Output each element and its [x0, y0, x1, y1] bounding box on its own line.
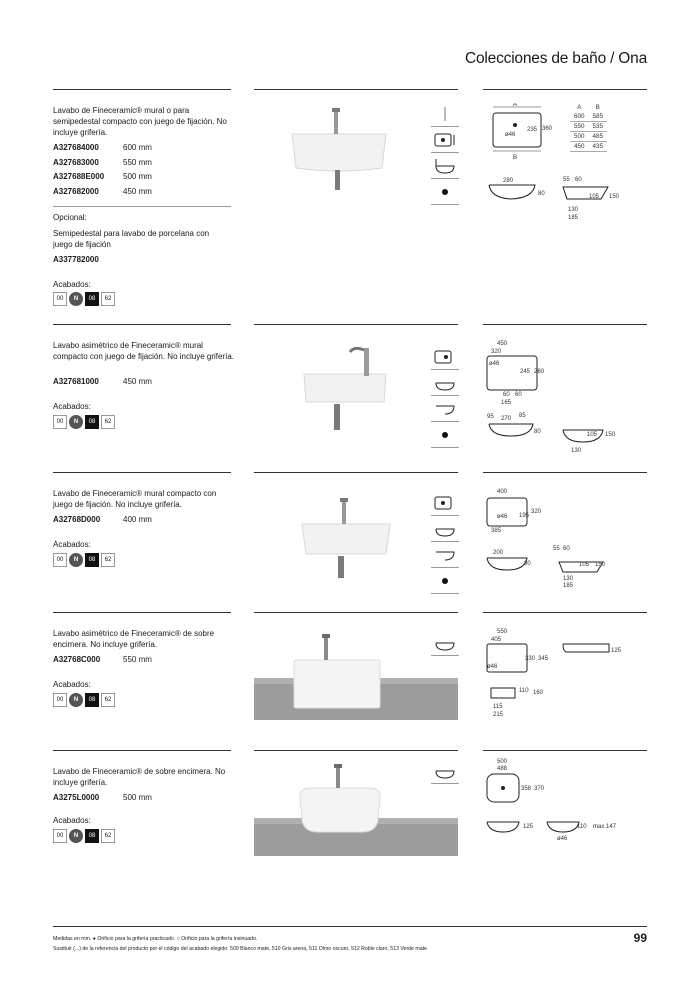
- finishes-label: Acabados:: [53, 402, 91, 411]
- dim-label: 330: [525, 656, 536, 662]
- technical-drawing: [483, 756, 647, 876]
- dim-label: ø46: [557, 836, 568, 842]
- finish-swatch: 00: [53, 415, 67, 429]
- product-codes: [53, 513, 152, 528]
- optional-label: Opcional:: [53, 213, 87, 222]
- dim-label: 488: [497, 766, 508, 772]
- finishes-label: Acabados:: [53, 816, 91, 825]
- dim-label: 160: [533, 690, 544, 696]
- dim-label: 85: [519, 413, 526, 419]
- dim-label: 55: [563, 177, 570, 183]
- dim-label: ø46: [489, 361, 500, 367]
- dim-label: ø46: [497, 514, 508, 520]
- dim-label: 130: [571, 448, 582, 454]
- technical-drawing: [483, 103, 647, 223]
- product-code-row: A327682000 450 mm: [53, 186, 152, 196]
- dim-label: 150: [609, 194, 620, 200]
- dim-label: 320: [531, 509, 542, 515]
- product-code-row: A327681000 450 mm: [53, 377, 152, 386]
- dim-label: 245: [520, 369, 531, 375]
- product-photo: [254, 336, 458, 436]
- dim-label: 95: [487, 414, 494, 420]
- product-section-4: [53, 612, 647, 747]
- optional-description: Semipedestal para lavabo de porcelana con juego de fijación: [53, 229, 210, 249]
- icon-column: [431, 490, 459, 594]
- dim-label: B: [513, 155, 518, 161]
- product-photo: [254, 624, 458, 720]
- dim-label: 550: [497, 629, 508, 635]
- dim-label: 130: [568, 207, 579, 213]
- dim-label: 60: [515, 392, 522, 398]
- dim-label: A: [513, 103, 518, 108]
- finish-swatch: 08: [85, 553, 99, 567]
- finish-swatch: 62: [101, 292, 115, 306]
- dim-label: 195: [519, 513, 530, 519]
- dim-label: 500: [497, 759, 508, 765]
- page-footer: [53, 926, 647, 966]
- dim-label: 130: [563, 576, 574, 582]
- dim-label: 235: [527, 127, 538, 133]
- dim-label: 185: [563, 583, 574, 589]
- hole-drilled-icon: [440, 187, 450, 197]
- dim-label: ø46: [505, 132, 516, 138]
- faucet-icon: [439, 105, 451, 123]
- product-section-1: [53, 89, 647, 319]
- technical-drawing: [483, 486, 647, 606]
- product-description: Lavabo asimétrico de Fineceramic® de sobre encimera. No incluye grifería.: [53, 629, 215, 649]
- wall-mount-icon: [434, 400, 456, 418]
- hole-drilled-icon: [440, 430, 450, 440]
- product-codes: [53, 141, 152, 199]
- icon-column: [431, 101, 459, 205]
- finish-swatches: [53, 292, 115, 306]
- finish-swatch: 62: [101, 693, 115, 707]
- finish-swatch: 08: [85, 693, 99, 707]
- finish-swatch: N: [69, 292, 83, 306]
- dim-label: 125: [611, 648, 622, 654]
- dim-label: 280: [503, 178, 514, 184]
- optional-code: A337782000: [53, 255, 99, 264]
- dim-label: 80: [524, 561, 531, 567]
- dim-label: 370: [534, 786, 545, 792]
- dim-label: 345: [538, 656, 549, 662]
- dim-label: 200: [493, 550, 504, 556]
- dim-label: 60: [563, 546, 570, 552]
- finish-swatch: N: [69, 829, 83, 843]
- dim-label: 270: [501, 416, 512, 422]
- dim-label: max.147: [593, 824, 617, 830]
- product-code-row: A3275L0000 500 mm: [53, 793, 152, 802]
- icon-column: [431, 344, 459, 448]
- dim-label: 165: [501, 400, 512, 406]
- finish-swatch: 08: [85, 415, 99, 429]
- dim-label: 105: [579, 562, 590, 568]
- dim-label: 358: [521, 786, 532, 792]
- finish-swatch: 00: [53, 829, 67, 843]
- product-section-3: [53, 472, 647, 607]
- product-codes: [53, 791, 152, 806]
- product-code-row: A327684000 600 mm: [53, 143, 152, 152]
- dim-label: 110: [577, 824, 587, 830]
- technical-drawing: [483, 626, 647, 746]
- dim-label: ø46: [487, 664, 498, 670]
- product-description: Lavabo de Fineceramic® mural o para semipedestal compacto con juego de fijación. No incluye grifería.: [53, 106, 227, 137]
- finish-swatch: 62: [101, 553, 115, 567]
- dim-label: 150: [605, 432, 616, 438]
- finish-swatch: 00: [53, 553, 67, 567]
- countertop-icon: [434, 157, 456, 175]
- product-section-2: [53, 324, 647, 464]
- product-code-row: A32768D000 400 mm: [53, 515, 152, 524]
- finish-swatch: 00: [53, 292, 67, 306]
- finish-swatches: [53, 693, 115, 707]
- sink-top-icon: [434, 349, 456, 365]
- finish-swatch: N: [69, 553, 83, 567]
- finish-swatch: 00: [53, 693, 67, 707]
- footer-legend: Medidas en mm. ● Orificio para la grifería practicado. ○ Orificio para la grifería insinuado.: [53, 936, 258, 942]
- dim-label: 105: [589, 194, 600, 200]
- dim-label: 450: [497, 341, 508, 347]
- dim-label: 105: [587, 432, 598, 438]
- dimension-table: A B 600 585 550 535 500 485 450 435: [570, 103, 607, 152]
- dim-label: 260: [534, 369, 545, 375]
- dim-label: 150: [595, 562, 606, 568]
- dim-label: 385: [491, 528, 502, 534]
- product-description: Lavabo de Fineceramic® mural compacto con juego de fijación. No incluye grifería.: [53, 489, 217, 509]
- dim-label: 60: [503, 392, 510, 398]
- product-photo: [254, 484, 458, 584]
- countertop-icon: [434, 520, 456, 538]
- product-code-row: A327688E000 500 mm: [53, 172, 152, 181]
- page-number: 99: [633, 931, 647, 945]
- icon-column: [431, 758, 459, 784]
- finish-swatches: [53, 553, 115, 567]
- product-codes: [53, 653, 152, 668]
- wall-mount-icon: [434, 546, 456, 564]
- finish-swatch: N: [69, 415, 83, 429]
- product-codes: [53, 375, 152, 390]
- finish-swatch: 08: [85, 829, 99, 843]
- dim-label: 185: [568, 215, 579, 221]
- product-description: Lavabo de Fineceramic® de sobre encimera. No incluye grifería.: [53, 767, 226, 787]
- finishes-label: Acabados:: [53, 280, 91, 289]
- hole-drilled-icon: [440, 576, 450, 586]
- product-description: Lavabo asimétrico de Fineceramic® mural compacto con juego de fijación. No incluye grifería.: [53, 341, 234, 361]
- sink-top-icon: [434, 132, 456, 148]
- product-code-row: A327683000 550 mm: [53, 157, 152, 167]
- dim-label: 215: [493, 712, 504, 718]
- dim-label: 115: [493, 704, 503, 710]
- dim-label: 80: [538, 191, 545, 197]
- product-photo: [254, 760, 458, 856]
- dim-label: 125: [523, 824, 534, 830]
- finish-swatches: [53, 415, 115, 429]
- product-code-row: A32768C000 550 mm: [53, 655, 152, 664]
- finish-swatch: N: [69, 693, 83, 707]
- countertop-icon: [434, 762, 456, 780]
- dim-label: 320: [491, 349, 502, 355]
- finishes-label: Acabados:: [53, 680, 91, 689]
- technical-drawing: [483, 338, 647, 458]
- dim-label: 110: [519, 688, 529, 694]
- countertop-icon: [434, 634, 456, 652]
- icon-column: [431, 630, 459, 656]
- page-title: Colecciones de baño / Ona: [465, 50, 647, 67]
- countertop-icon: [434, 374, 456, 392]
- finishes-label: Acabados:: [53, 540, 91, 549]
- dim-label: 60: [575, 177, 582, 183]
- dim-label: 405: [491, 637, 502, 643]
- footer-finishes-note: Sustituir (...) de la referencia del producto por el código del acabado elegido: 509 Blanco mate, 510 Gris arena, 511 Olmo oscuro, 512 Roble claro, 513 Verde mate: [53, 946, 427, 952]
- product-photo: [254, 94, 458, 194]
- finish-swatch: 62: [101, 415, 115, 429]
- dim-label: 80: [534, 429, 541, 435]
- product-section-5: [53, 750, 647, 890]
- finish-swatch: 62: [101, 829, 115, 843]
- sink-top-icon: [434, 495, 456, 511]
- dim-label: 55: [553, 546, 560, 552]
- finish-swatches: [53, 829, 115, 843]
- finish-swatch: 08: [85, 292, 99, 306]
- dim-label: 400: [497, 489, 508, 495]
- dim-label: 360: [542, 126, 553, 132]
